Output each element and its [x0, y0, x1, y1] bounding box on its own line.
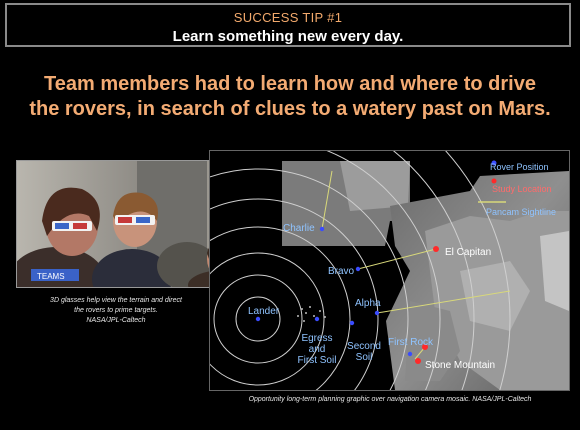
label-stone-mountain: Stone Mountain	[425, 360, 496, 371]
label-alpha: Alpha	[355, 298, 381, 309]
tip-text: Learn something new every day.	[172, 28, 404, 45]
headline-line-2: the rovers, in search of clues to a watery past on Mars.	[29, 98, 551, 120]
planning-map	[209, 150, 570, 391]
label-first-rock: First Rock	[388, 337, 433, 348]
photo-caption-line-3: NASA/JPL-Caltech	[86, 317, 146, 324]
planning-map-graphic	[210, 151, 569, 390]
label-egress-2: and	[308, 344, 326, 355]
label-bravo: Bravo	[328, 266, 355, 277]
photo-sign-text: TEAMS	[37, 272, 65, 281]
label-second-soil-1: Second	[347, 341, 381, 352]
label-charlie: Charlie	[283, 223, 315, 234]
label-el-capitan: El Capitan	[445, 247, 492, 258]
tip-box	[5, 3, 571, 47]
label-egress-1: Egress	[301, 333, 333, 344]
photo-caption	[16, 296, 216, 326]
label-lander: Lander	[248, 306, 280, 317]
headline-line-1: Team members had to learn how and where to drive	[44, 73, 536, 95]
legend-pancam-sightline: Pancam Sightline	[486, 207, 557, 217]
photo-caption-line-1: 3D glasses help view the terrain and direct	[50, 297, 182, 304]
label-egress-3: First Soil	[297, 355, 337, 366]
tip-label: SUCCESS TIP #1	[233, 10, 343, 25]
legend-study-location: Study Location	[492, 184, 552, 194]
headline	[10, 72, 570, 122]
legend-rover-position: Rover Position	[490, 162, 549, 172]
map-caption: Opportunity long-term planning graphic over navigation camera mosaic. NASA/JPL-Caltech	[248, 396, 532, 403]
label-second-soil-2: Soil	[355, 352, 373, 363]
photo-caption-line-2: the rovers to prime targets.	[74, 307, 158, 314]
